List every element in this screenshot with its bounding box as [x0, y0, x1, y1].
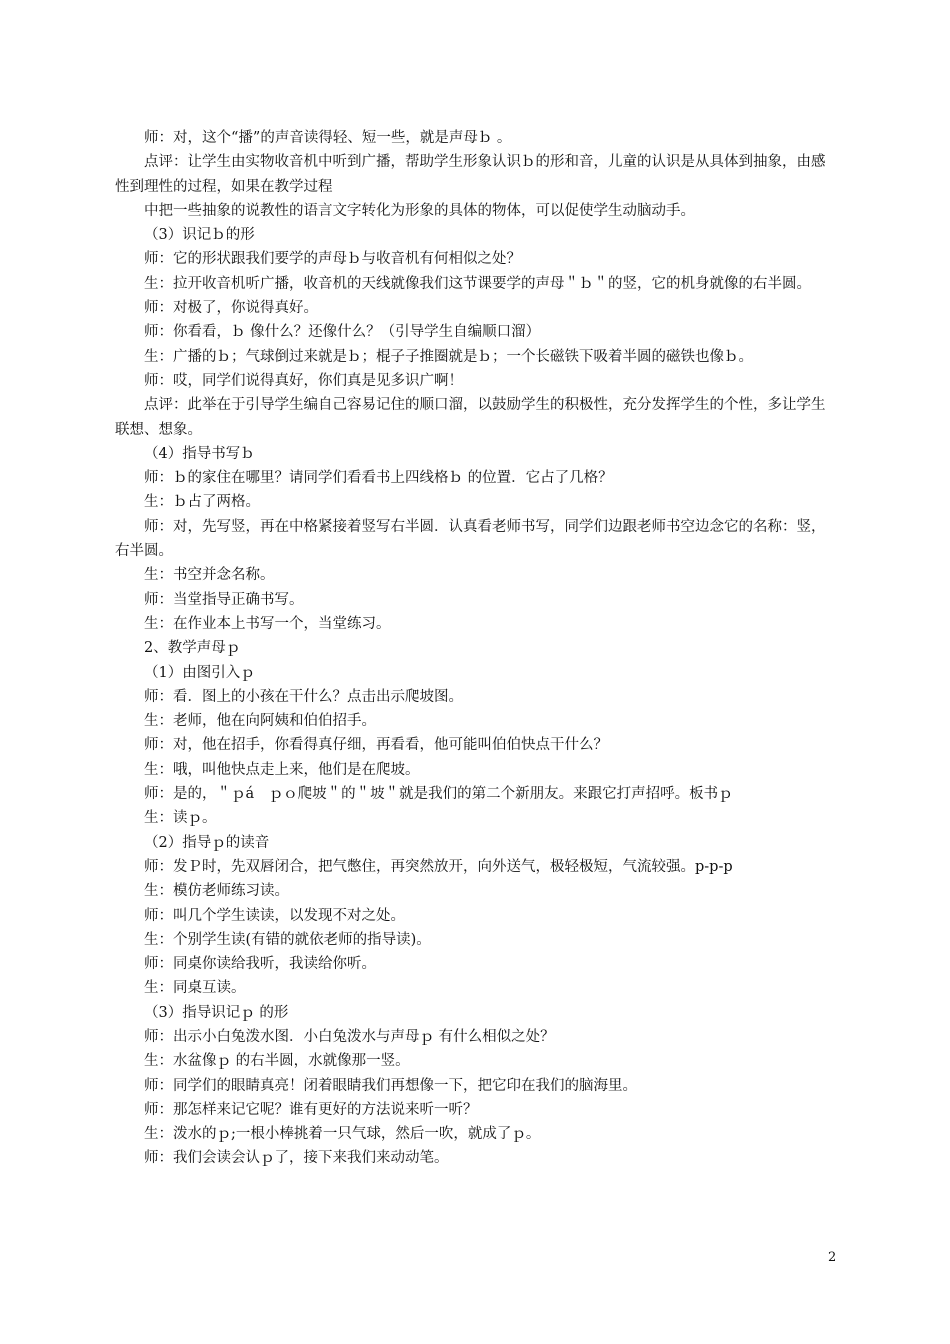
- paragraph: 师：对，这个“播”的声音读得轻、短一些，就是声母ｂ 。: [144, 130, 512, 146]
- paragraph: 师：ｂ的家住在哪里？请同学们看看书上四线格ｂ 的位置．它占了几格？: [144, 470, 613, 487]
- paragraph: 师：当堂指导正确书写。: [144, 591, 304, 608]
- paragraph: 生：广播的ｂ；气球倒过来就是ｂ；棍子子推圈就是ｂ；一个长磁铁下吸着半圆的磁铁也像ｂ。: [144, 348, 753, 365]
- paragraph: 中把一些抽象的说教性的语言文字转化为形象的具体的物体，可以促使学生动脑动手。: [144, 202, 695, 219]
- paragraph: 生：模仿老师练习读。: [144, 883, 289, 900]
- paragraph: 点评：让学生由实物收音机中听到广播，帮助学生形象认识ｂ的形和音，儿童的认识是从具体到抽象，由感性到理性的过程，如果在教学过程: [115, 154, 826, 195]
- paragraph: （4）指导书写ｂ: [144, 445, 255, 462]
- paragraph: 师：发Ｐ时，先双唇闭合，把气憋住，再突然放开，向外送气，极轻极短，气流较强。p-p-p: [144, 858, 733, 875]
- paragraph: 师：我们会读会认ｐ了，接下来我们来动动笔。: [144, 1150, 449, 1167]
- paragraph: 师：对极了，你说得真好。: [144, 300, 318, 317]
- paragraph: 生：个别学生读(有错的就依老师的指导读)。: [144, 931, 431, 948]
- paragraph: 生：书空并念名称。: [144, 567, 275, 584]
- paragraph: 生：读ｐ。: [144, 810, 217, 827]
- paragraph: 生：哦，叫他快点走上来，他们是在爬坡。: [144, 761, 420, 778]
- paragraph: 生：泼水的ｐ;一根小棒挑着一只气球，然后一吹，就成了ｐ。: [144, 1126, 541, 1143]
- paragraph: 生：同桌互读。: [144, 980, 246, 997]
- paragraph: 师：对，他在招手，你看得真仔细，再看看，他可能叫伯伯快点干什么？: [144, 737, 608, 754]
- paragraph: 师：哎，同学们说得真好，你们真是见多识广啊！: [144, 372, 463, 389]
- paragraph: 生：ｂ占了两格。: [144, 494, 260, 511]
- paragraph: 师：是的，＂ｐá ｐｏ爬坡＂的＂坡＂就是我们的第二个新朋友。来跟它打声招呼。板书ｐ: [144, 786, 733, 803]
- paragraph: 师：它的形状跟我们要学的声母ｂ与收音机有何相似之处？: [144, 251, 521, 268]
- document-body: [115, 126, 837, 1171]
- paragraph: 点评：此举在于引导学生编自己容易记住的顺口溜，以鼓励学生的积极性，充分发挥学生的个性，多让学生联想、想象。: [115, 397, 826, 438]
- paragraph: （3）指导识记ｐ 的形: [144, 1004, 289, 1021]
- paragraph: 师：看．图上的小孩在干什么？点击出示爬坡图。: [144, 688, 463, 705]
- paragraph: 师：那怎样来记它呢？谁有更好的方法说来听一听？: [144, 1101, 478, 1118]
- paragraph: 生：拉开收音机听广播，收音机的天线就像我们这节课要学的声母＂ｂ＂的竖，它的机身就像的右半圆。: [144, 275, 811, 292]
- paragraph: 师：同桌你读给我听，我读给你听。: [144, 956, 376, 973]
- paragraph: 生：在作业本上书写一个，当堂练习。: [144, 615, 391, 632]
- paragraph: 师：出示小白兔泼水图．小白兔泼水与声母ｐ 有什么相似之处？: [144, 1028, 555, 1045]
- paragraph: 生：水盆像ｐ 的右半圆，水就像那一竖。: [144, 1053, 410, 1070]
- paragraph: 师：对，先写竖，再在中格紧接着竖写右半圆．认真看老师书写，同学们边跟老师书空边念它的名称：竖，右半圆。: [115, 518, 826, 560]
- paragraph: （3）识记ｂ的形: [144, 227, 255, 244]
- paragraph: （2）指导ｐ的读音: [144, 834, 270, 851]
- paragraph: （1）由图引入ｐ: [144, 664, 255, 681]
- paragraph: 师：叫几个学生读读，以发现不对之处。: [144, 907, 405, 924]
- paragraph: 师：你看看，ｂ 像什么？还像什么？（引导学生自编顺口溜）: [144, 324, 541, 341]
- paragraph: 2、教学声母ｐ: [144, 640, 241, 657]
- page-number: 2: [828, 1250, 837, 1265]
- paragraph: 生：老师，他在向阿姨和伯伯招手。: [144, 713, 376, 730]
- paragraph: 师：同学们的眼睛真亮！闭着眼睛我们再想像一下，把它印在我们的脑海里。: [144, 1077, 637, 1094]
